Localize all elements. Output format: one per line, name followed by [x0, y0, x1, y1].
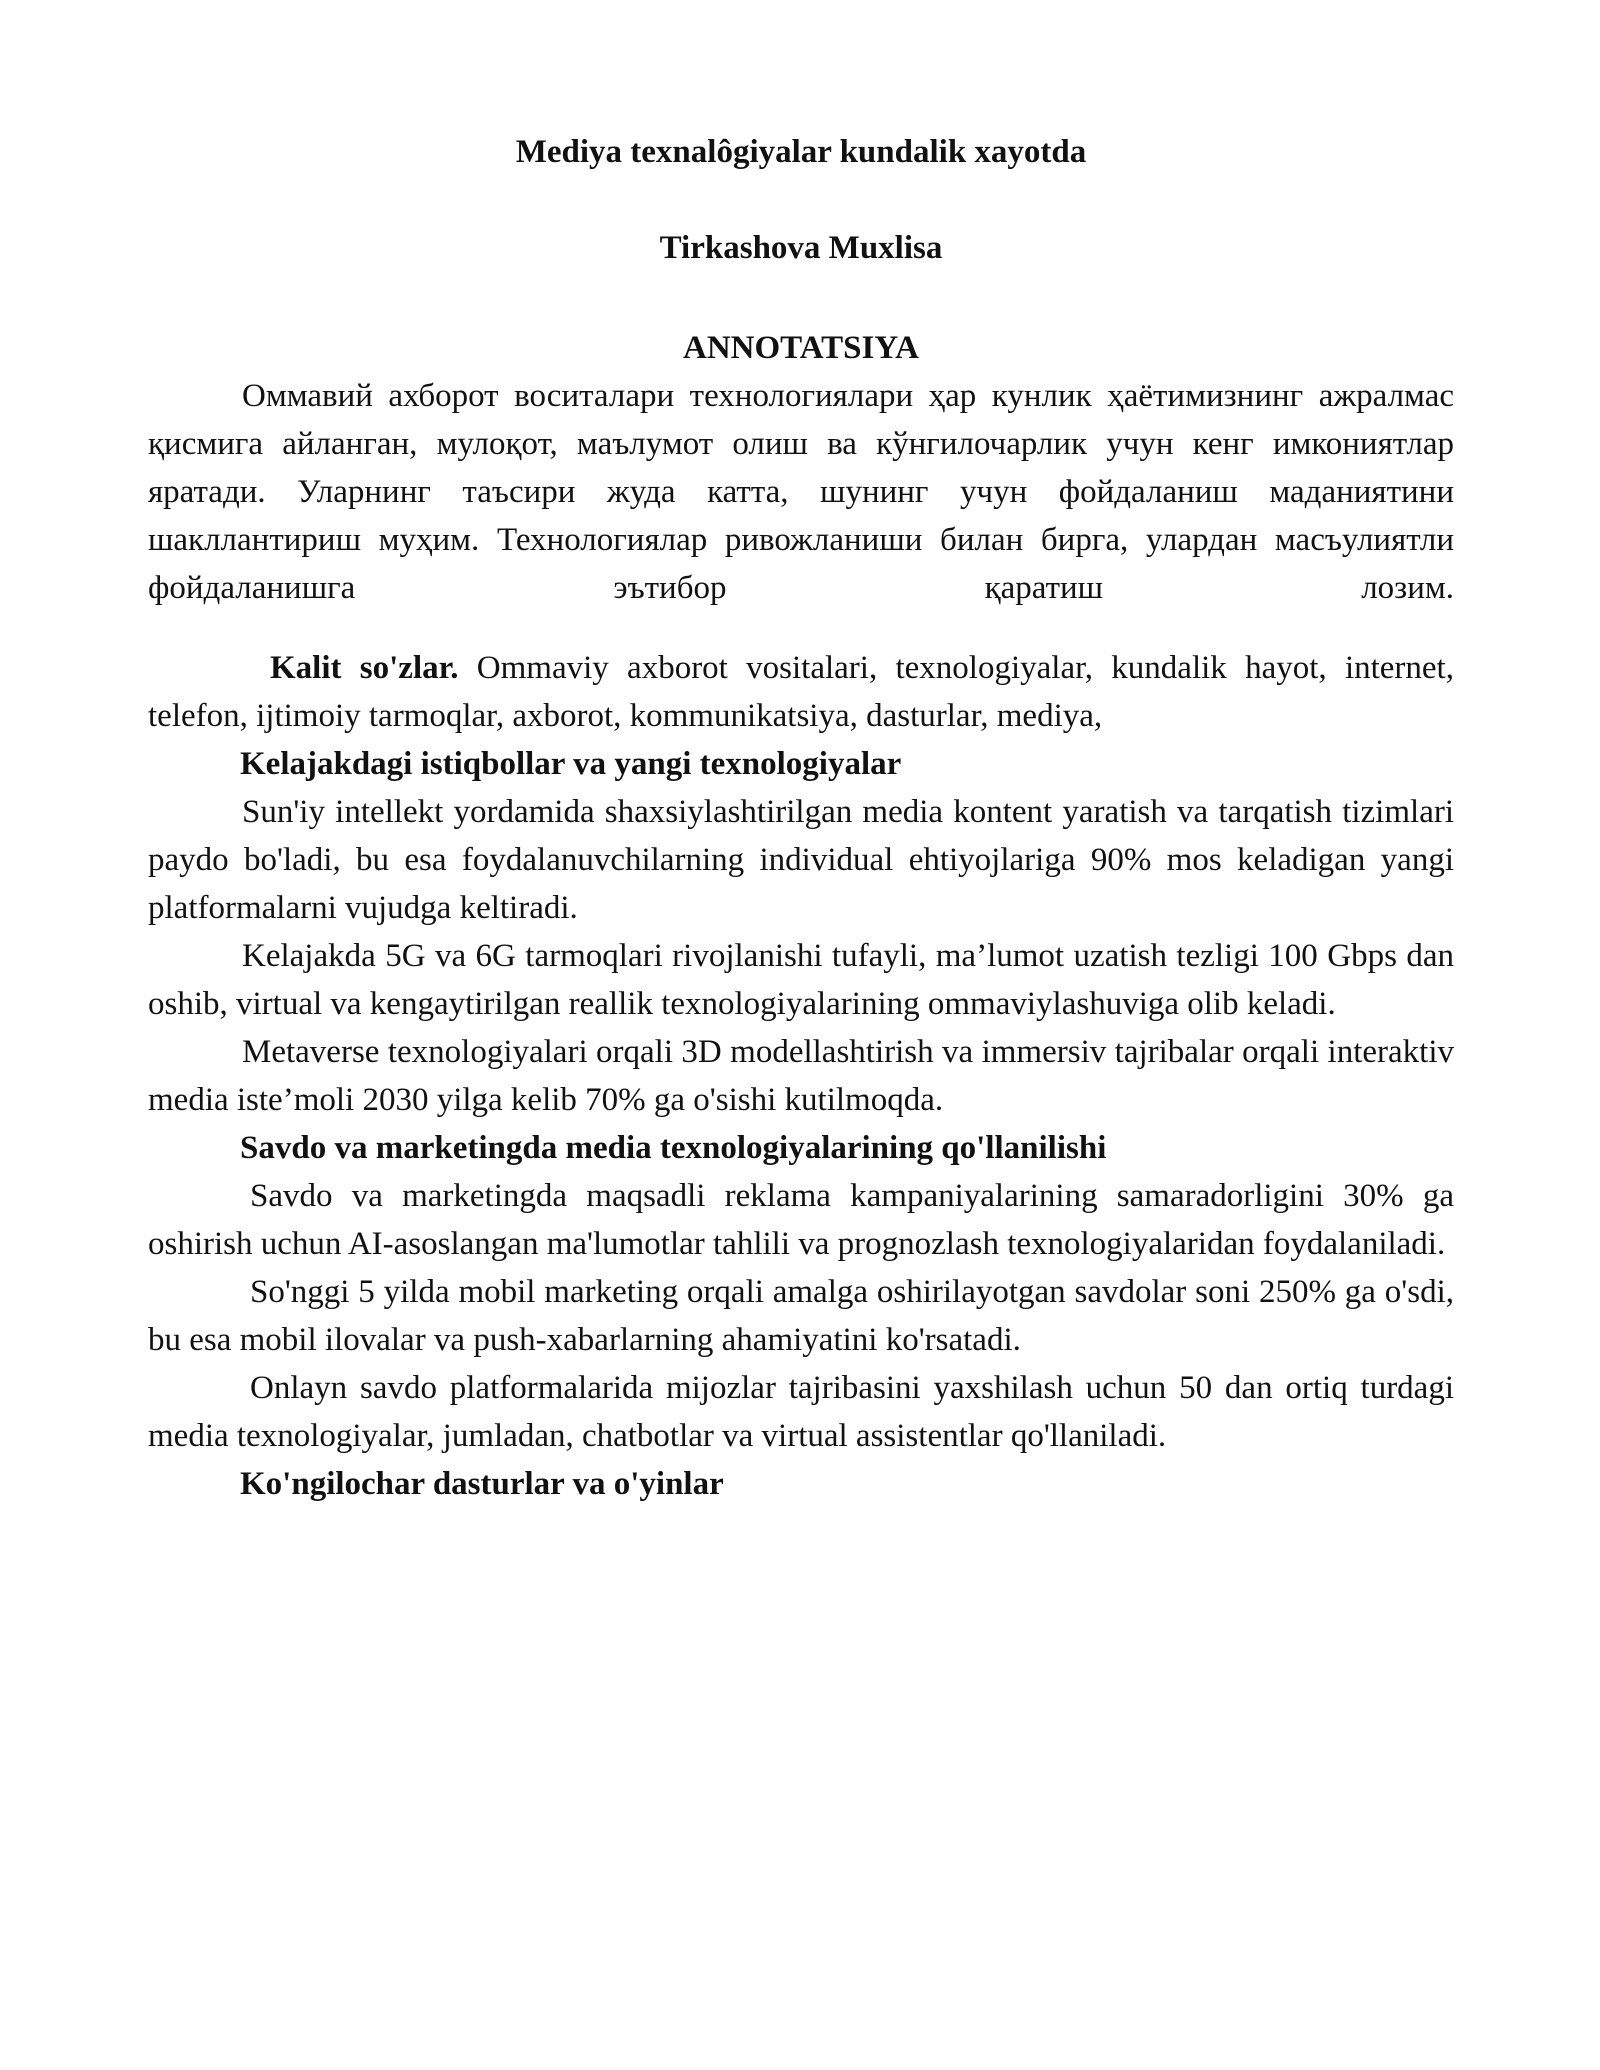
paragraph: So'nggi 5 yilda mobil marketing orqali amalga oshirilayotgan savdolar soni 250% ga o'sdi, bu esa mobil ilovalar va push-xabarlarning ahamiyatini ko'rsatadi. [148, 1274, 1454, 1358]
paragraph: Metaverse texnologiyalari orqali 3D modellashtirish va immersiv tajribalar orqali interaktiv media iste’moli 2030 yilga kelib 70% ga o'sishi kutilmoqda. [148, 1034, 1454, 1118]
annotation-heading: ANNOTATSIYA [683, 330, 919, 366]
section-heading-marketing: Savdo va marketingda media texnologiyalarining qo'llanilishi [240, 1130, 1107, 1166]
keywords-text: Ommaviy axborot vositalari, texnologiyalar, kundalik hayot, internet, telefon, ijtimoiy tarmoqlar, axborot, kommunikatsiya, dasturlar, mediya, [148, 650, 1454, 734]
paragraph: Kelajakda 5G va 6G tarmoqlari rivojlanishi tufayli, ma’lumot uzatish tezligi 100 Gbps dan oshib, virtual va kengaytirilgan reallik texnologiyalarining ommaviylashuviga olib keladi. [148, 938, 1454, 1022]
paragraph: Savdo va marketingda maqsadli reklama kampaniyalarining samaradorligini 30% ga oshirish uchun AI-asoslangan ma'lumotlar tahlili va prognozlash texnologiyalaridan foydalaniladi. [148, 1178, 1454, 1262]
keywords-block [148, 644, 1454, 740]
annotation-text: Оммавий ахборот воситалари технологиялари ҳар кунлик ҳаётимизнинг ажралмас қисмига айланган, мулоқот, маълумот олиш ва кўнгилочарлик учун кенг имкониятлар яратади. Уларнинг таъсири жуда катта, шунинг учун фойдаланиш маданиятини шакллантириш муҳим. Технологиялар ривожланиши билан бирга, улардан масъулиятли фойдаланишга эътибор қаратиш лозим. [148, 378, 1454, 606]
author-name: Tirkashova Muxlisa [659, 230, 943, 266]
paragraph: Onlayn savdo platformalarida mijozlar tajribasini yaxshilash uchun 50 dan ortiq turdagi media texnologiyalar, jumladan, chatbotlar va virtual assistentlar qo'llaniladi. [148, 1370, 1454, 1454]
section-heading-entertainment: Ko'ngilochar dasturlar va o'yinlar [240, 1466, 724, 1502]
document-page [148, 110, 1454, 1508]
paragraph: Sun'iy intellekt yordamida shaxsiylashtirilgan media kontent yaratish va tarqatish tizimlari paydo bo'ladi, bu esa foydalanuvchilarning individual ehtiyojlariga 90% mos keladigan yangi platformalarni vujudga keltiradi. [148, 794, 1454, 926]
keywords-label: Kalit so'zlar. [270, 650, 459, 686]
section-heading-future: Kelajakdagi istiqbollar va yangi texnologiyalar [240, 746, 902, 782]
document-title: Mediya texnalôgiyalar kundalik xayotda [515, 134, 1087, 170]
